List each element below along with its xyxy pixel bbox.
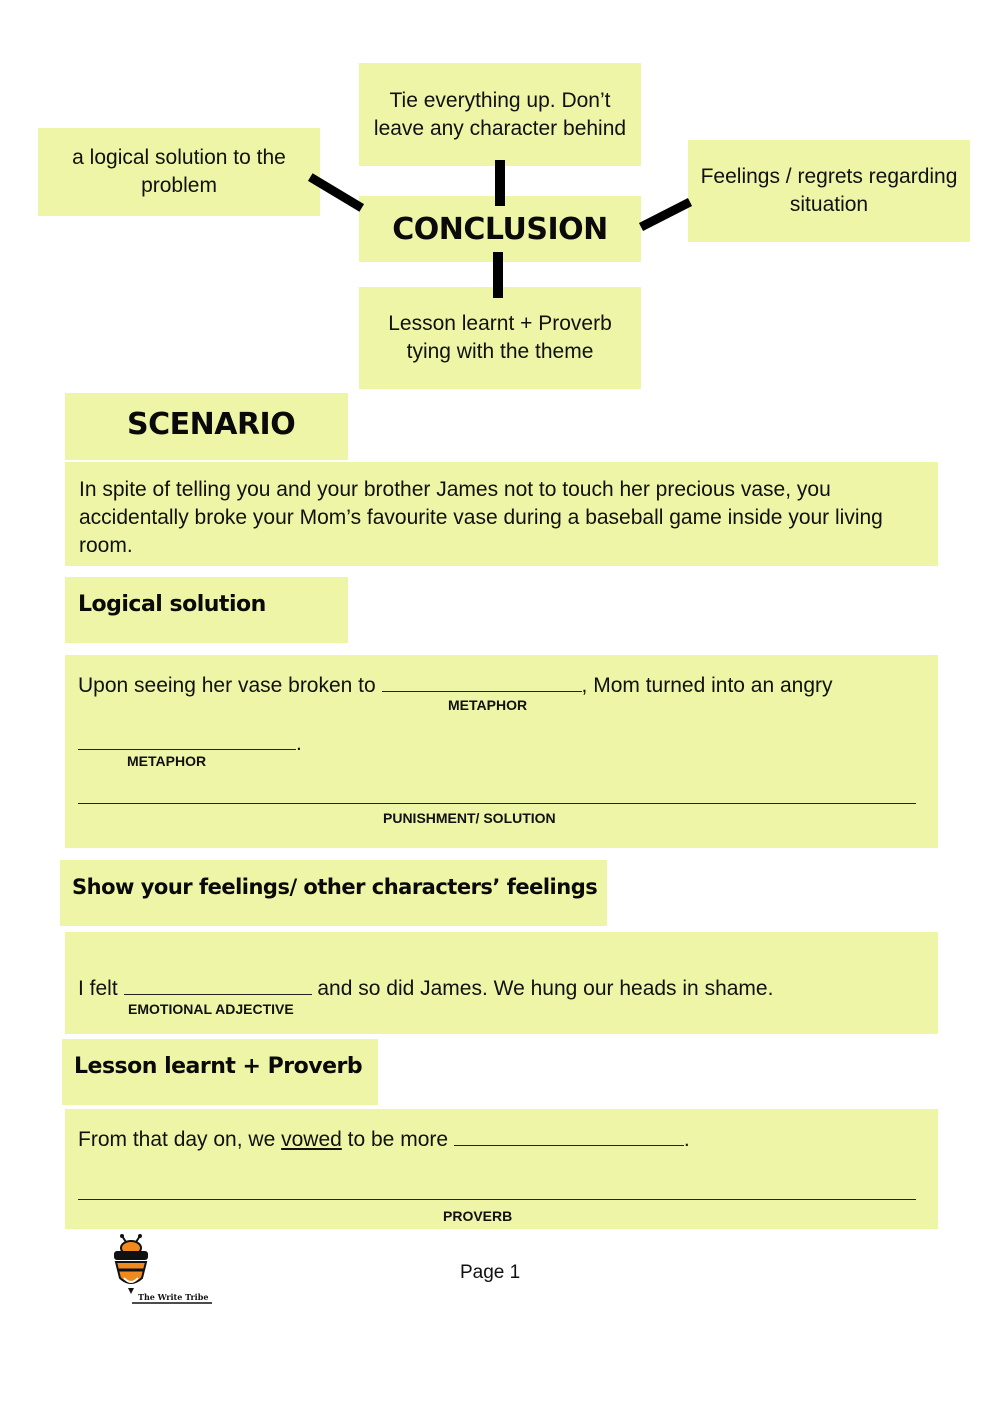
punishment-blank[interactable]: [78, 783, 916, 804]
feelings-line-start: I felt: [78, 977, 118, 1000]
feelings-box: [65, 932, 938, 1034]
logical-solution-box: [65, 655, 938, 848]
connector-right: [639, 198, 692, 231]
metaphor-hint-2: METAPHOR: [127, 753, 207, 769]
scenario-text-box: [65, 462, 938, 566]
logical-solution-line1: [78, 671, 833, 698]
mindmap-right-box: [688, 140, 970, 242]
connector-top: [495, 160, 505, 206]
proverb-hint: PROVERB: [443, 1208, 513, 1224]
lesson-line1: [78, 1125, 690, 1152]
mindmap-top-box: [359, 63, 641, 166]
write-tribe-logo: [108, 1234, 216, 1308]
lesson-box: [65, 1109, 938, 1229]
lesson-line-end: .: [683, 1128, 690, 1151]
feelings-heading: Show your feelings/ other characters’ feelings: [72, 875, 598, 899]
feelings-line-end: and so did James. We hung our heads in shame.: [317, 977, 774, 1000]
lesson-heading-box: [62, 1039, 378, 1105]
logical-solution-heading: Logical solution: [78, 592, 266, 617]
mindmap-bottom-box: [359, 287, 641, 389]
logical-solution-line2: [78, 729, 302, 756]
logical-solution-line1-start: Upon seeing her vase broken to: [78, 674, 376, 697]
logical-solution-line3: [78, 783, 916, 810]
logical-solution-line2-end: .: [296, 732, 302, 755]
connector-bottom: [493, 252, 503, 298]
scenario-heading-box: [65, 393, 348, 460]
emotional-adjective-blank[interactable]: [124, 974, 312, 995]
proverb-line: [78, 1179, 916, 1206]
metaphor-hint-1: METAPHOR: [448, 697, 528, 713]
lesson-blank[interactable]: [454, 1125, 684, 1146]
emotional-adjective-hint: EMOTIONAL ADJECTIVE: [128, 1001, 294, 1017]
mindmap-right-text: Feelings / regrets regarding situation: [700, 165, 958, 216]
feelings-line: [78, 974, 773, 1001]
mindmap-bottom-text: Lesson learnt + Proverb tying with the theme: [388, 312, 612, 363]
logo-text: The Write Tribe: [138, 1292, 209, 1302]
punishment-solution-hint: PUNISHMENT/ SOLUTION: [383, 810, 556, 826]
mindmap-left-text: a logical solution to the problem: [72, 146, 286, 197]
conclusion-title: CONCLUSION: [392, 211, 608, 247]
lesson-heading: Lesson learnt + Proverb: [74, 1054, 363, 1079]
proverb-blank[interactable]: [78, 1179, 916, 1200]
metaphor-blank-1[interactable]: [382, 671, 582, 692]
lesson-line-mid: to be more: [347, 1128, 449, 1151]
mindmap-left-box: [38, 128, 320, 216]
metaphor-blank-2[interactable]: [78, 729, 296, 750]
scenario-heading: SCENARIO: [127, 407, 296, 442]
logical-solution-line1-end: , Mom turned into an angry: [581, 674, 833, 697]
scenario-text: In spite of telling you and your brother James not to touch her precious vase, you accidentally broke your Mom’s favourite vase during a baseball game inside your living room.: [79, 478, 883, 557]
lesson-line-start: From that day on, we: [78, 1128, 276, 1151]
mindmap-top-text: Tie everything up. Don’t leave any character behind: [373, 88, 627, 140]
feelings-heading-box: [60, 860, 607, 926]
vowed-word: vowed: [281, 1128, 342, 1151]
logical-solution-heading-box: [65, 577, 348, 643]
page-number: Page 1: [460, 1262, 521, 1283]
